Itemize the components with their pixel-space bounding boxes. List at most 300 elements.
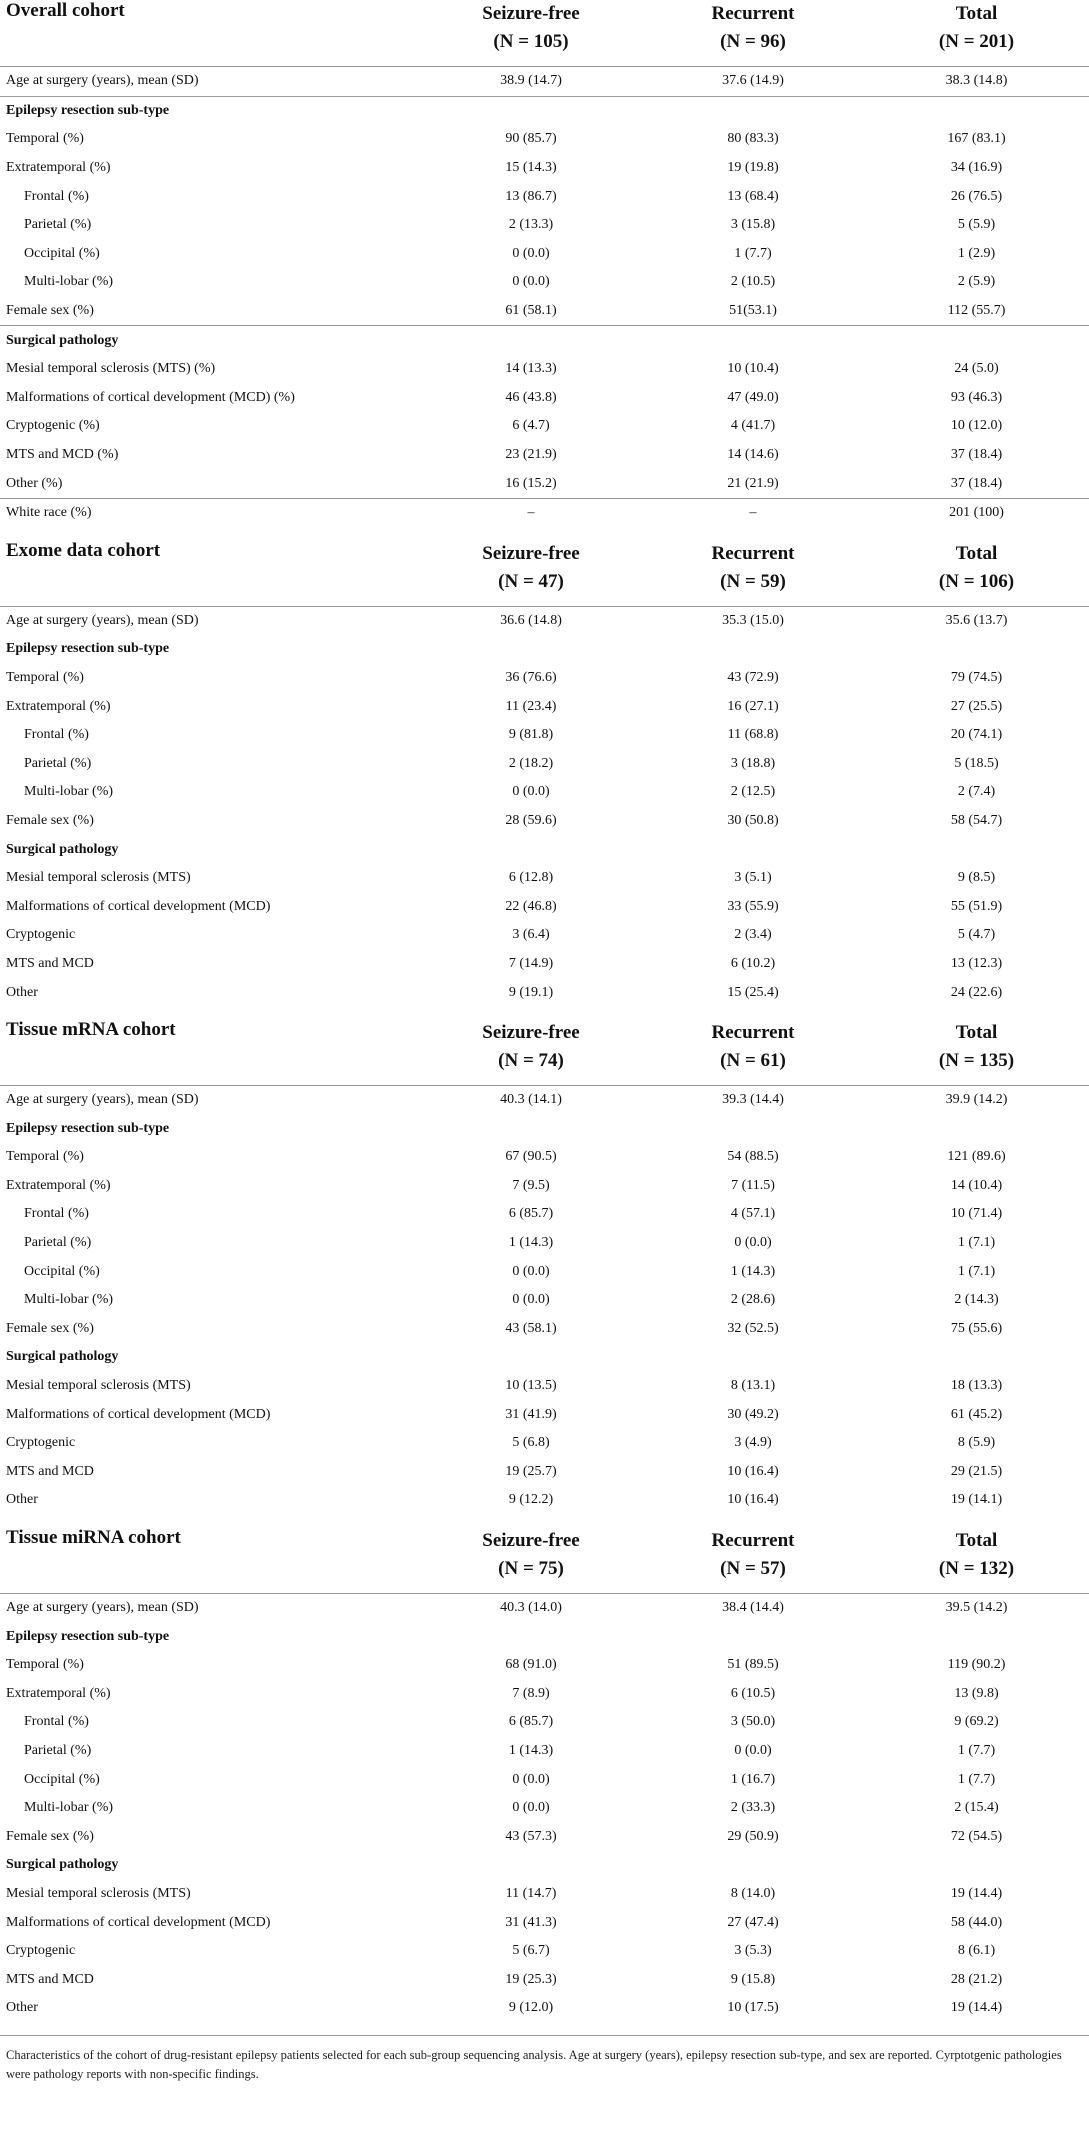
row-label: Mesial temporal sclerosis (MTS) (6, 870, 191, 886)
recurrent-cell: 27 (47.4) (727, 1914, 779, 1930)
table-row (0, 1200, 1089, 1229)
recurrent-cell: 0 (0.0) (734, 1742, 772, 1758)
table-row (0, 1400, 1089, 1429)
seizure-free-cell: 40.3 (14.1) (500, 1092, 562, 1108)
row-label: Age at surgery (years), mean (SD) (6, 612, 199, 628)
seizure-free-cell: 67 (90.5) (505, 1149, 557, 1165)
total-cell: 79 (74.5) (950, 669, 1003, 685)
row-label: Multi-lobar (%) (24, 784, 114, 800)
table-row (0, 1593, 1089, 1622)
seizure-free-cell: 1 (14.3) (508, 1235, 554, 1251)
total-cell: 1 (7.1) (957, 1235, 996, 1251)
recurrent-cell: 38.4 (14.4) (722, 1600, 784, 1616)
group-name: Seizure-free (482, 3, 580, 24)
row-label: Multi-lobar (%) (24, 1800, 114, 1816)
section-row (0, 635, 1089, 664)
total-cell: 28 (21.2) (950, 1971, 1003, 1987)
row-label: Multi-lobar (%) (24, 274, 114, 290)
seizure-free-cell: 68 (91.0) (505, 1657, 557, 1673)
group-n: (N = 135) (938, 1049, 1015, 1071)
cohort-title: Exome data cohort (0, 534, 420, 607)
total-cell: 10 (12.0) (950, 418, 1003, 434)
seizure-free-cell: 7 (9.5) (512, 1177, 550, 1193)
recurrent-cell: 32 (52.5) (727, 1320, 779, 1336)
recurrent-cell: 8 (14.0) (730, 1885, 776, 1901)
table-row (0, 1372, 1089, 1401)
row-label: MTS and MCD (6, 1971, 94, 1987)
row-label: Parietal (%) (24, 755, 92, 771)
seizure-free-cell: 2 (13.3) (508, 217, 554, 233)
group-name: Seizure-free (482, 1529, 580, 1551)
table-row (0, 1680, 1089, 1709)
total-cell: 8 (5.9) (957, 1435, 996, 1451)
seizure-free-cell: 0 (0.0) (512, 274, 550, 290)
total-cell: 55 (51.9) (950, 898, 1003, 914)
table-row (0, 268, 1089, 297)
group-name: Recurrent (711, 3, 795, 24)
table-row (0, 1708, 1089, 1737)
row-label: Age at surgery (years), mean (SD) (6, 1600, 199, 1616)
group-header (642, 534, 864, 607)
recurrent-cell: 2 (3.4) (734, 927, 772, 943)
cohort-header-row (0, 1521, 1089, 1594)
group-header (642, 1013, 864, 1086)
recurrent-cell: 3 (5.1) (734, 870, 772, 886)
row-label: Frontal (%) (24, 1714, 89, 1730)
total-cell: 29 (21.5) (950, 1463, 1003, 1479)
recurrent-cell: 3 (4.9) (734, 1435, 772, 1451)
group-header (864, 534, 1089, 607)
recurrent-cell: 9 (15.8) (730, 1971, 776, 1987)
table-row (0, 1737, 1089, 1766)
recurrent-cell: 80 (83.3) (727, 131, 779, 147)
row-label: Frontal (%) (24, 188, 89, 204)
section-row (0, 96, 1089, 125)
seizure-free-cell: 2 (18.2) (508, 755, 554, 771)
table-row (0, 1822, 1089, 1851)
recurrent-cell: 37.6 (14.9) (722, 73, 784, 89)
recurrent-cell: 10 (10.4) (727, 361, 779, 377)
group-name: Total (955, 542, 998, 564)
group-header (642, 1521, 864, 1594)
row-label: Cryptogenic (6, 1435, 76, 1451)
seizure-free-cell: 1 (14.3) (508, 1742, 554, 1758)
recurrent-cell: 51 (89.5) (727, 1657, 779, 1673)
row-label: Temporal (%) (6, 1149, 84, 1165)
total-cell: 5 (18.5) (954, 755, 999, 771)
recurrent-cell: – (642, 498, 864, 527)
row-label: Temporal (%) (6, 669, 84, 685)
seizure-free-cell: 6 (85.7) (508, 1206, 554, 1222)
recurrent-cell: 35.3 (15.0) (722, 612, 784, 628)
recurrent-cell: 30 (50.8) (727, 812, 779, 828)
section-row (0, 835, 1089, 864)
group-name: Seizure-free (482, 1021, 580, 1043)
section-row (0, 326, 1089, 355)
seizure-free-cell: 23 (21.9) (505, 447, 557, 463)
seizure-free-cell: 14 (13.3) (505, 361, 557, 377)
table-row (0, 1908, 1089, 1937)
row-label: Multi-lobar (%) (24, 1292, 114, 1308)
section-label: Surgical pathology (6, 1349, 119, 1365)
group-header (864, 1013, 1089, 1086)
row-label: Cryptogenic (6, 927, 76, 943)
total-cell: 1 (2.9) (957, 245, 996, 261)
recurrent-cell: 39.3 (14.4) (722, 1092, 784, 1108)
recurrent-cell: 14 (14.6) (727, 447, 779, 463)
total-cell: 167 (83.1) (947, 131, 1006, 147)
row-label: Occipital (%) (24, 1263, 100, 1279)
seizure-free-cell: 43 (57.3) (505, 1828, 557, 1844)
recurrent-cell: 51(53.1) (729, 303, 777, 319)
row-label: Extratemporal (%) (6, 160, 111, 176)
row-label: Other (%) (6, 475, 63, 491)
group-header (420, 0, 642, 67)
total-cell: 27 (25.5) (950, 698, 1003, 714)
group-n: (N = 96) (720, 31, 786, 52)
recurrent-cell: 29 (50.9) (727, 1828, 779, 1844)
group-name: Recurrent (711, 1021, 795, 1043)
seizure-free-cell: 9 (81.8) (508, 727, 554, 743)
row-label: Female sex (%) (6, 1828, 94, 1844)
seizure-free-cell: 28 (59.6) (505, 812, 557, 828)
table-row (0, 412, 1089, 441)
recurrent-cell: 6 (10.5) (730, 1685, 776, 1701)
row-label: Other (6, 2000, 38, 2016)
total-cell: 8 (6.1) (957, 1943, 996, 1959)
recurrent-cell: 33 (55.9) (727, 898, 779, 914)
total-cell: 121 (89.6) (947, 1149, 1006, 1165)
seizure-free-cell: 40.3 (14.0) (500, 1600, 562, 1616)
row-label: Malformations of cortical development (MCD) (%) (6, 389, 295, 405)
table-row (0, 692, 1089, 721)
group-header (864, 1521, 1089, 1594)
table-row (0, 1172, 1089, 1201)
seizure-free-cell: 9 (12.0) (508, 2000, 554, 2016)
seizure-free-cell: 0 (0.0) (512, 1800, 550, 1816)
total-cell: 37 (18.4) (950, 475, 1003, 491)
group-n: (N = 57) (720, 1557, 786, 1579)
row-label: Frontal (%) (24, 727, 89, 743)
recurrent-cell: 3 (18.8) (730, 755, 776, 771)
table-row (0, 1458, 1089, 1487)
table-row (0, 1880, 1089, 1909)
cohort-header-row (0, 1013, 1089, 1086)
seizure-free-cell: 5 (6.8) (512, 1435, 550, 1451)
table-row (0, 749, 1089, 778)
total-cell: 39.9 (14.2) (945, 1092, 1008, 1108)
table-row (0, 1794, 1089, 1823)
recurrent-cell: 7 (11.5) (731, 1177, 775, 1193)
table-row (0, 384, 1089, 413)
row-label: Extratemporal (%) (6, 698, 111, 714)
group-n: (N = 201) (938, 31, 1015, 52)
seizure-free-cell: 46 (43.8) (505, 389, 557, 405)
section-label: Epilepsy resection sub-type (0, 96, 420, 125)
recurrent-cell: 10 (16.4) (727, 1492, 779, 1508)
table-row (0, 921, 1089, 950)
row-label: MTS and MCD (6, 1463, 94, 1479)
group-header (420, 534, 642, 607)
row-label: Other (6, 984, 38, 1000)
group-header (420, 1013, 642, 1086)
total-cell: 2 (14.3) (954, 1292, 999, 1308)
seizure-free-cell: 7 (8.9) (512, 1685, 550, 1701)
group-name: Total (955, 1021, 998, 1043)
section-label: Surgical pathology (0, 326, 420, 355)
seizure-free-cell: 90 (85.7) (505, 131, 557, 147)
total-cell: 5 (4.7) (957, 927, 996, 943)
total-cell: 1 (7.7) (957, 1771, 996, 1787)
cohort-title: Tissue mRNA cohort (0, 1013, 420, 1086)
table-row (0, 606, 1089, 635)
section-row (0, 1851, 1089, 1880)
row-label: Malformations of cortical development (MCD) (6, 898, 271, 914)
total-cell: 18 (13.3) (950, 1378, 1003, 1394)
section-label: Epilepsy resection sub-type (6, 1628, 170, 1644)
total-cell: 2 (15.4) (954, 1800, 999, 1816)
seizure-free-cell: 38.9 (14.7) (500, 73, 562, 89)
seizure-free-cell: 16 (15.2) (505, 475, 557, 491)
table-row (0, 182, 1089, 211)
table-row (0, 664, 1089, 693)
table-row (0, 978, 1089, 1007)
total-cell: 19 (14.4) (950, 1885, 1003, 1901)
seizure-free-cell: 36 (76.6) (505, 669, 557, 685)
seizure-free-cell: 3 (6.4) (512, 927, 550, 943)
table-row (0, 441, 1089, 470)
seizure-free-cell: 11 (14.7) (505, 1885, 557, 1901)
recurrent-cell: 2 (10.5) (730, 274, 776, 290)
table-row (0, 778, 1089, 807)
table-row (0, 154, 1089, 183)
seizure-free-cell: 7 (14.9) (508, 955, 554, 971)
table-row (0, 1315, 1089, 1344)
group-name: Total (955, 1529, 998, 1551)
total-cell: 58 (44.0) (950, 1914, 1003, 1930)
recurrent-cell: 21 (21.9) (727, 475, 779, 491)
row-label: Parietal (%) (24, 1235, 92, 1251)
table-row (0, 1286, 1089, 1315)
group-name: Seizure-free (482, 542, 580, 564)
total-cell: 20 (74.1) (950, 727, 1003, 743)
group-n: (N = 105) (493, 31, 569, 52)
group-name: Recurrent (711, 1529, 795, 1551)
row-label: Occipital (%) (24, 245, 100, 261)
recurrent-cell: 54 (88.5) (727, 1149, 779, 1165)
total-cell: 24 (5.0) (954, 361, 999, 377)
total-cell: 39.5 (14.2) (945, 1600, 1008, 1616)
seizure-free-cell: – (420, 498, 642, 527)
seizure-free-cell: 6 (4.7) (512, 418, 550, 434)
row-label: MTS and MCD (%) (6, 447, 119, 463)
table-row (0, 355, 1089, 384)
total-cell: 93 (46.3) (950, 389, 1003, 405)
group-n: (N = 106) (938, 570, 1015, 592)
recurrent-cell: 6 (10.2) (730, 955, 776, 971)
section-row (0, 1114, 1089, 1143)
row-label: Mesial temporal sclerosis (MTS) (6, 1885, 191, 1901)
cohort-title: Tissue miRNA cohort (0, 1521, 420, 1594)
table-row (0, 1143, 1089, 1172)
row-label: Frontal (%) (24, 1206, 89, 1222)
recurrent-cell: 1 (7.7) (734, 245, 772, 261)
table-row (0, 1937, 1089, 1966)
seizure-free-cell: 0 (0.0) (512, 1292, 550, 1308)
seizure-free-cell: 0 (0.0) (512, 784, 550, 800)
row-label: Female sex (%) (6, 812, 94, 828)
seizure-free-cell: 0 (0.0) (512, 1263, 550, 1279)
recurrent-cell: 10 (16.4) (727, 1463, 779, 1479)
total-cell: 24 (22.6) (950, 984, 1003, 1000)
recurrent-cell: 13 (68.4) (727, 188, 779, 204)
total-cell: 1 (7.1) (957, 1263, 996, 1279)
total-cell: 26 (76.5) (950, 188, 1003, 204)
total-cell: 75 (55.6) (950, 1320, 1003, 1336)
total-cell: 2 (5.9) (957, 274, 996, 290)
table-row (0, 1965, 1089, 1994)
total-cell: 10 (71.4) (950, 1206, 1003, 1222)
seizure-free-cell: 6 (85.7) (508, 1714, 554, 1730)
seizure-free-cell: 9 (19.1) (508, 984, 554, 1000)
seizure-free-cell: 13 (86.7) (505, 188, 557, 204)
seizure-free-cell: 36.6 (14.8) (500, 612, 562, 628)
row-label: Extratemporal (%) (6, 1685, 111, 1701)
recurrent-cell: 30 (49.2) (727, 1406, 779, 1422)
seizure-free-cell: 6 (12.8) (508, 870, 554, 886)
row-label: Age at surgery (years), mean (SD) (6, 73, 199, 89)
seizure-free-cell: 9 (12.2) (508, 1492, 554, 1508)
seizure-free-cell: 31 (41.9) (505, 1406, 557, 1422)
group-n: (N = 59) (720, 570, 786, 592)
group-n: (N = 75) (498, 1557, 564, 1579)
table-footnote: Characteristics of the cohort of drug-resistant epilepsy patients selected for each sub-group sequencing analysis. Age at surgery (years), epilepsy resection sub-type, and sex are reported. Cyrptotgenic pathologies were pathology reports with non-specific findings. (0, 2035, 1089, 2084)
row-label: Parietal (%) (24, 1742, 92, 1758)
cohort-title: Overall cohort (0, 0, 420, 67)
section-row (0, 1622, 1089, 1651)
seizure-free-cell: 11 (23.4) (505, 698, 557, 714)
table-row (0, 1085, 1089, 1114)
table-row (0, 1486, 1089, 1515)
group-header (642, 0, 864, 67)
recurrent-cell: 15 (25.4) (727, 984, 779, 1000)
recurrent-cell: 2 (28.6) (730, 1292, 776, 1308)
recurrent-cell: 3 (5.3) (734, 1943, 772, 1959)
total-cell: 58 (54.7) (950, 812, 1003, 828)
group-name: Recurrent (711, 542, 795, 564)
group-header (420, 1521, 642, 1594)
seizure-free-cell: 10 (13.5) (505, 1378, 557, 1394)
row-label: MTS and MCD (6, 955, 94, 971)
table-row (0, 469, 1089, 498)
total-cell: 35.6 (13.7) (945, 612, 1008, 628)
seizure-free-cell: 61 (58.1) (505, 303, 557, 319)
table-row (0, 721, 1089, 750)
total-cell: 5 (5.9) (957, 217, 996, 233)
total-cell: 61 (45.2) (950, 1406, 1003, 1422)
table-row (0, 950, 1089, 979)
total-cell: 14 (10.4) (950, 1177, 1003, 1193)
total-cell: 9 (8.5) (957, 870, 996, 886)
row-label: Female sex (%) (6, 1320, 94, 1336)
total-cell: 13 (12.3) (950, 955, 1003, 971)
group-n: (N = 61) (720, 1049, 786, 1071)
group-n: (N = 132) (938, 1557, 1015, 1579)
seizure-free-cell: 22 (46.8) (505, 898, 557, 914)
table-row (0, 807, 1089, 836)
total-cell: 119 (90.2) (947, 1657, 1006, 1673)
row-label: Other (6, 1492, 38, 1508)
group-n: (N = 74) (498, 1049, 564, 1071)
row-label: Cryptogenic (6, 1943, 76, 1959)
recurrent-cell: 2 (33.3) (730, 1800, 776, 1816)
row-label: Malformations of cortical development (MCD) (6, 1406, 271, 1422)
group-name: Total (955, 3, 998, 24)
total-cell: 2 (7.4) (957, 784, 996, 800)
total-cell: 37 (18.4) (950, 447, 1003, 463)
recurrent-cell: 8 (13.1) (730, 1378, 776, 1394)
total-cell: 112 (55.7) (947, 303, 1006, 319)
recurrent-cell: 3 (50.0) (730, 1714, 776, 1730)
total-cell: 38.3 (14.8) (945, 73, 1008, 89)
recurrent-cell: 1 (16.7) (730, 1771, 776, 1787)
total-cell: 9 (69.2) (954, 1714, 999, 1730)
seizure-free-cell: 0 (0.0) (512, 1771, 550, 1787)
section-label: Surgical pathology (6, 1857, 119, 1873)
row-label: Temporal (%) (6, 131, 84, 147)
table-row (0, 1229, 1089, 1258)
total-cell: 19 (14.4) (950, 2000, 1003, 2016)
total-cell: 72 (54.5) (950, 1828, 1003, 1844)
group-n: (N = 47) (498, 570, 564, 592)
table-row (0, 1429, 1089, 1458)
table-row (0, 892, 1089, 921)
table-row (0, 864, 1089, 893)
section-row (0, 1343, 1089, 1372)
recurrent-cell: 3 (15.8) (730, 217, 776, 233)
row-label: Mesial temporal sclerosis (MTS) (%) (6, 361, 216, 377)
recurrent-cell: 10 (17.5) (727, 2000, 779, 2016)
recurrent-cell: 2 (12.5) (730, 784, 776, 800)
total-cell: 201 (100) (864, 498, 1089, 527)
total-cell: 19 (14.1) (950, 1492, 1003, 1508)
recurrent-cell: 4 (41.7) (730, 418, 776, 434)
recurrent-cell: 19 (19.8) (727, 160, 779, 176)
recurrent-cell: 47 (49.0) (727, 389, 779, 405)
row-label: Mesial temporal sclerosis (MTS) (6, 1378, 191, 1394)
table-row (0, 1257, 1089, 1286)
table-row (0, 67, 1089, 97)
cohort-header-row (0, 0, 1089, 67)
seizure-free-cell: 19 (25.3) (505, 1971, 557, 1987)
row-label: Temporal (%) (6, 1657, 84, 1673)
total-cell: 13 (9.8) (954, 1685, 999, 1701)
seizure-free-cell: 19 (25.7) (505, 1463, 557, 1479)
section-label: Epilepsy resection sub-type (6, 641, 170, 657)
table-row (0, 498, 1089, 527)
table-row (0, 125, 1089, 154)
group-header (864, 0, 1089, 67)
recurrent-cell: 11 (68.8) (727, 727, 779, 743)
recurrent-cell: 16 (27.1) (727, 698, 779, 714)
cohort-header-row (0, 534, 1089, 607)
seizure-free-cell: 15 (14.3) (505, 160, 557, 176)
recurrent-cell: 4 (57.1) (730, 1206, 776, 1222)
table-row (0, 1994, 1089, 2023)
row-label: White race (%) (0, 498, 420, 527)
recurrent-cell: 43 (72.9) (727, 669, 779, 685)
total-cell: 1 (7.7) (957, 1742, 996, 1758)
